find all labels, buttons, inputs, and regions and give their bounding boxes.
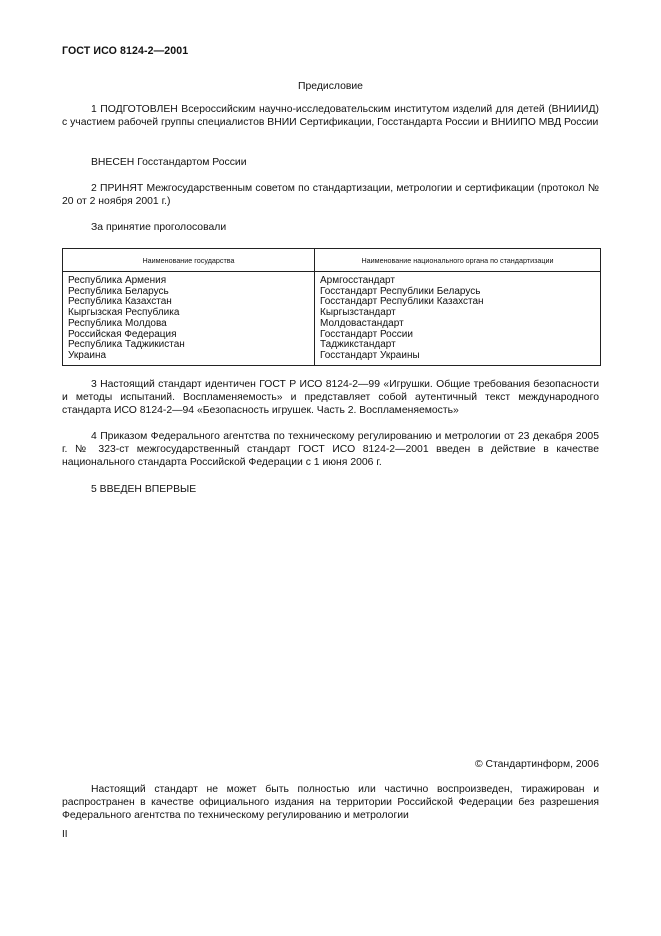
paragraph-order: 4 Приказом Федерального агентства по техническому регулированию и метрологии от 23 декабря 2005 г. № 323-ст межгосударственный стандарт ГОСТ ИСО 8124-2—2001 введен в действие в качестве национального стандарта Российской Федерации с 1 июня 2006 г. (62, 431, 599, 468)
body-name: Таджикстандарт (320, 339, 396, 351)
paragraph-identical: 3 Настоящий стандарт идентичен ГОСТ Р ИСО 8124-2—99 «Игрушки. Общие требования безопасности и методы испытаний. Воспламеняемость» и представляет собой аутентичный текст международного стандарта ИСО 8124-2—94 «Безопасность игрушек. Часть 2. Воспламеняемость» (62, 379, 599, 416)
state-name: Республика Молдова (68, 317, 167, 329)
state-name: Республика Таджикистан (68, 339, 185, 351)
table-row (63, 272, 601, 366)
states-cell (63, 272, 315, 366)
state-name: Российская Федерация (68, 328, 177, 340)
table-header-row (63, 249, 601, 272)
body-name: Кыргызстандарт (320, 307, 396, 319)
state-name: Кыргызская Республика (68, 307, 180, 319)
state-name: Республика Армения (68, 275, 167, 286)
paragraph-voted: За принятие проголосовали (91, 222, 227, 233)
body-name: Госстандарт Республики Казахстан (320, 296, 484, 308)
state-name: Украина (68, 349, 107, 361)
body-name: Госстандарт России (320, 328, 413, 340)
page-title: Предисловие (298, 81, 363, 92)
paragraph-first-introduced: 5 ВВЕДЕН ВПЕРВЫЕ (91, 484, 197, 495)
state-name: Республика Казахстан (68, 296, 172, 308)
document-header: ГОСТ ИСО 8124-2—2001 (62, 45, 189, 57)
body-name: Армгосстандарт (320, 275, 395, 286)
copyright-notice: © Стандартинформ, 2006 (474, 759, 599, 770)
reproduction-notice: Настоящий стандарт не может быть полностью или частично воспроизведен, тиражирован и распространен в качестве официального издания на территории Российской Федерации без разрешения Федерального агентства по техническому регулированию и метрологии (62, 784, 599, 821)
header-state: Наименование государства (63, 249, 315, 272)
header-standards-body: Наименование национального органа по стандартизации (315, 249, 601, 272)
body-name: Госстандарт Республики Беларусь (320, 285, 481, 297)
body-name: Молдовастандарт (320, 317, 404, 329)
paragraph-introduced: ВНЕСЕН Госстандартом России (91, 157, 247, 168)
voting-table (62, 248, 601, 366)
body-name: Госстандарт Украины (320, 349, 420, 361)
bodies-cell (315, 272, 601, 366)
state-name: Республика Беларусь (68, 285, 169, 297)
paragraph-adopted: 2 ПРИНЯТ Межгосударственным советом по стандартизации, метрологии и сертификации (протокол № 20 от 2 ноября 2001 г.) (62, 183, 599, 207)
page-number: II (62, 829, 68, 840)
paragraph-prepared: 1 ПОДГОТОВЛЕН Всероссийским научно-исследовательским институтом изделий для детей (ВНИИИД) с участием рабочей группы специалистов ВНИИ Сертификации, Госстандарта России и ВНИИПО МВД России (62, 104, 599, 128)
